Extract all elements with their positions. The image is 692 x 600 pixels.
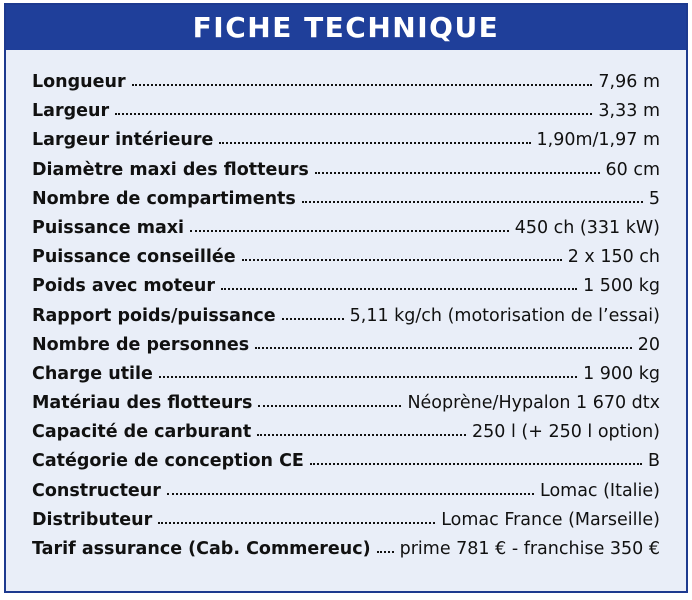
spec-row — [32, 451, 660, 480]
dot-leader — [302, 201, 643, 203]
spec-row — [32, 276, 660, 305]
spec-label: Largeur — [32, 101, 110, 122]
spec-row — [32, 160, 660, 189]
spec-value: 1 500 kg — [583, 276, 660, 297]
dot-leader — [221, 288, 577, 290]
dot-leader — [132, 84, 593, 86]
spec-row — [32, 101, 660, 130]
dot-leader — [115, 113, 592, 115]
spec-value: prime 781 € - franchise 350 € — [399, 539, 660, 559]
dot-leader — [258, 405, 401, 407]
spec-sheet-card — [4, 3, 688, 593]
spec-value: Lomac France (Marseille) — [441, 509, 660, 530]
dot-leader — [167, 493, 534, 495]
spec-row — [32, 510, 660, 539]
spec-row — [32, 306, 660, 335]
spec-value: Néoprène/Hypalon 1 670 dtx — [407, 393, 660, 414]
spec-row — [32, 393, 660, 422]
spec-label: Constructeur — [32, 480, 161, 501]
spec-row — [32, 422, 660, 451]
spec-value: 5 — [648, 188, 660, 209]
spec-value: Lomac (Italie) — [540, 480, 660, 501]
spec-label: Puissance conseillée — [32, 247, 236, 268]
spec-value: B — [647, 451, 660, 472]
spec-label: Matériau des flotteurs — [32, 393, 253, 414]
spec-value: 250 l (+ 250 l option) — [472, 422, 660, 443]
dot-leader — [310, 463, 642, 465]
dot-leader — [159, 376, 577, 378]
dot-leader — [282, 318, 344, 320]
spec-label: Charge utile — [32, 363, 153, 384]
spec-row — [32, 539, 660, 568]
dot-leader — [257, 434, 466, 436]
spec-label: Tarif assurance (Cab. Commereuc) — [32, 539, 371, 559]
spec-list — [32, 72, 660, 568]
spec-label: Largeur intérieure — [32, 130, 214, 151]
spec-row — [32, 481, 660, 510]
dot-leader — [242, 259, 562, 261]
page-title: FICHE TECHNIQUE — [192, 11, 500, 44]
spec-value: 7,96 m — [598, 72, 660, 92]
spec-label: Nombre de personnes — [32, 334, 250, 355]
spec-row — [32, 189, 660, 218]
spec-label: Rapport poids/puissance — [32, 305, 276, 326]
dot-leader — [158, 522, 435, 524]
spec-value: 5,11 kg/ch (motorisation de l’essai) — [349, 305, 660, 326]
spec-row — [32, 247, 660, 276]
spec-value: 20 — [637, 334, 660, 355]
spec-row — [32, 218, 660, 247]
spec-value: 3,33 m — [598, 101, 660, 122]
dot-leader — [190, 230, 509, 232]
spec-label: Puissance maxi — [32, 217, 185, 238]
spec-label: Longueur — [32, 72, 126, 92]
spec-value: 2 x 150 ch — [567, 247, 660, 268]
spec-row — [32, 335, 660, 364]
spec-row — [32, 364, 660, 393]
spec-label: Nombre de compartiments — [32, 188, 296, 209]
spec-label: Diamètre maxi des flotteurs — [32, 159, 309, 180]
dot-leader — [255, 347, 632, 349]
spec-label: Distributeur — [32, 509, 153, 530]
dot-leader — [315, 172, 600, 174]
spec-value: 450 ch (331 kW) — [514, 217, 660, 238]
spec-value: 60 cm — [605, 159, 660, 180]
dot-leader — [377, 551, 394, 553]
spec-label: Capacité de carburant — [32, 422, 252, 443]
spec-label: Poids avec moteur — [32, 276, 216, 297]
spec-value: 1 900 kg — [583, 363, 660, 384]
header-bar — [6, 5, 686, 50]
spec-row — [32, 130, 660, 159]
dot-leader — [219, 142, 530, 144]
spec-label: Catégorie de conception CE — [32, 451, 304, 472]
spec-value: 1,90m/1,97 m — [536, 130, 660, 151]
spec-row — [32, 72, 660, 101]
